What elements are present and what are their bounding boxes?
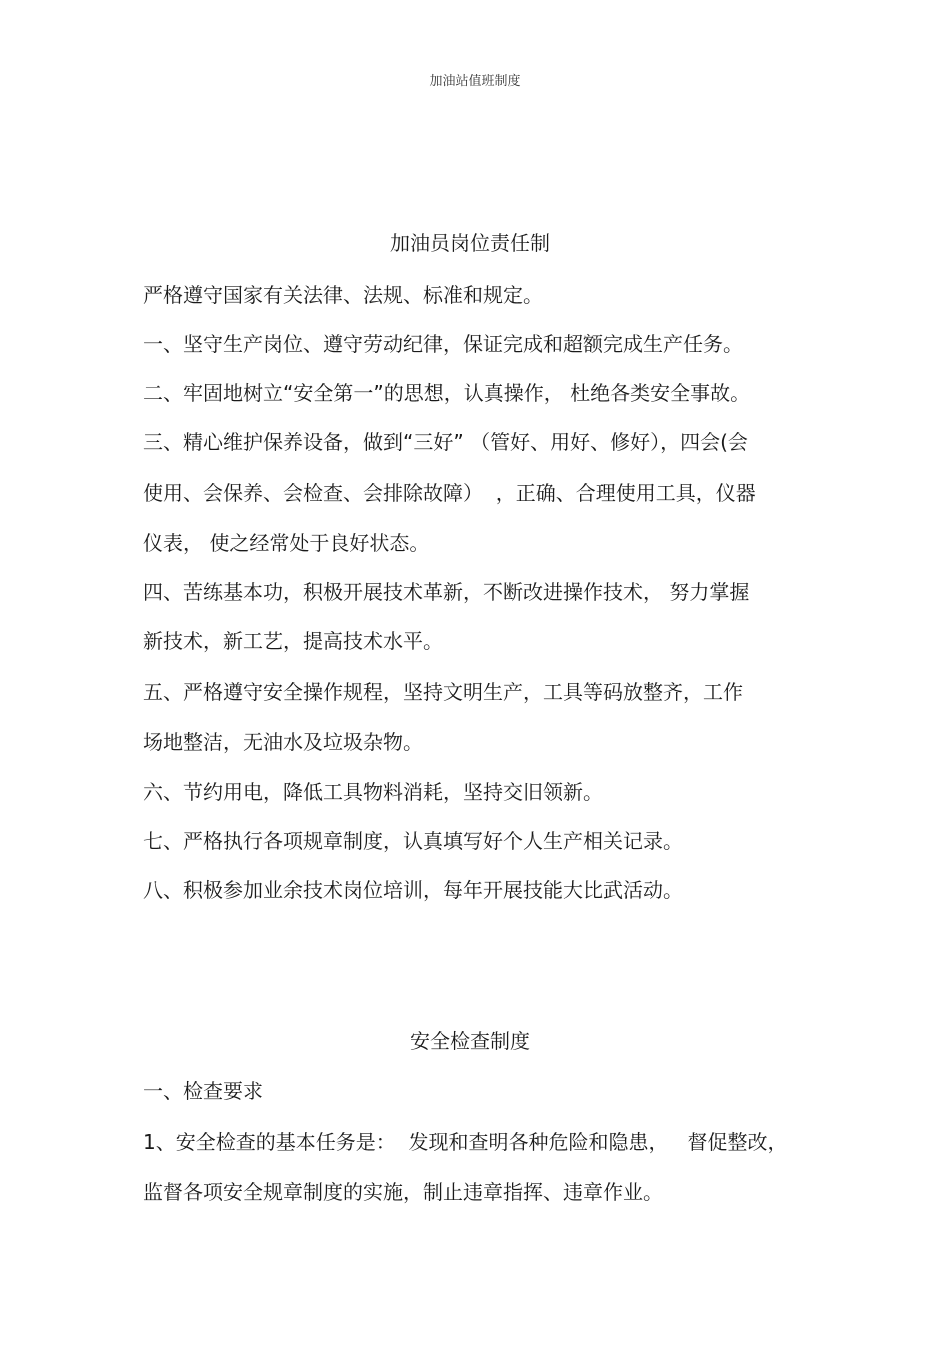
paragraph-line: 三、精心维护保养设备，做到“三好” （管好、用好、修好），四会(会 <box>143 430 748 454</box>
paragraph-line: 仪表， 使之经常处于良好状态。 <box>143 531 430 555</box>
page-header: 加油站值班制度 <box>429 74 521 89</box>
paragraph-line: 二、牢固地树立“安全第一”的思想，认真操作， 杜绝各类安全事故。 <box>143 381 751 405</box>
paragraph-line: 使用、会保养、会检查、会排除故障） ，正确、合理使用工具，仪器 <box>143 481 756 505</box>
paragraph-line: 场地整洁，无油水及垃圾杂物。 <box>143 730 423 754</box>
paragraph-line: 八、积极参加业余技术岗位培训，每年开展技能大比武活动。 <box>143 878 683 902</box>
section-title-job-responsibility: 加油员岗位责任制 <box>390 231 550 255</box>
paragraph-line: 一、检查要求 <box>143 1079 263 1103</box>
paragraph-line: 一、坚守生产岗位、遵守劳动纪律，保证完成和超额完成生产任务。 <box>143 332 743 356</box>
section-title-safety-inspection: 安全检查制度 <box>410 1029 530 1053</box>
paragraph-line: 四、苦练基本功，积极开展技术革新，不断改进操作技术， 努力掌握 <box>143 580 750 604</box>
paragraph-line: 1、安全检查的基本任务是： 发现和查明各种危险和隐患， 督促整改， <box>143 1130 788 1154</box>
paragraph-line: 五、严格遵守安全操作规程，坚持文明生产，工具等码放整齐，工作 <box>143 680 743 704</box>
paragraph-line: 七、严格执行各项规章制度，认真填写好个人生产相关记录。 <box>143 829 683 853</box>
paragraph-line: 六、节约用电，降低工具物料消耗，坚持交旧领新。 <box>143 780 603 804</box>
paragraph-line: 严格遵守国家有关法律、法规、标准和规定。 <box>143 283 543 307</box>
paragraph-line: 新技术，新工艺，提高技术水平。 <box>143 629 443 653</box>
paragraph-line: 监督各项安全规章制度的实施，制止违章指挥、违章作业。 <box>143 1180 663 1204</box>
